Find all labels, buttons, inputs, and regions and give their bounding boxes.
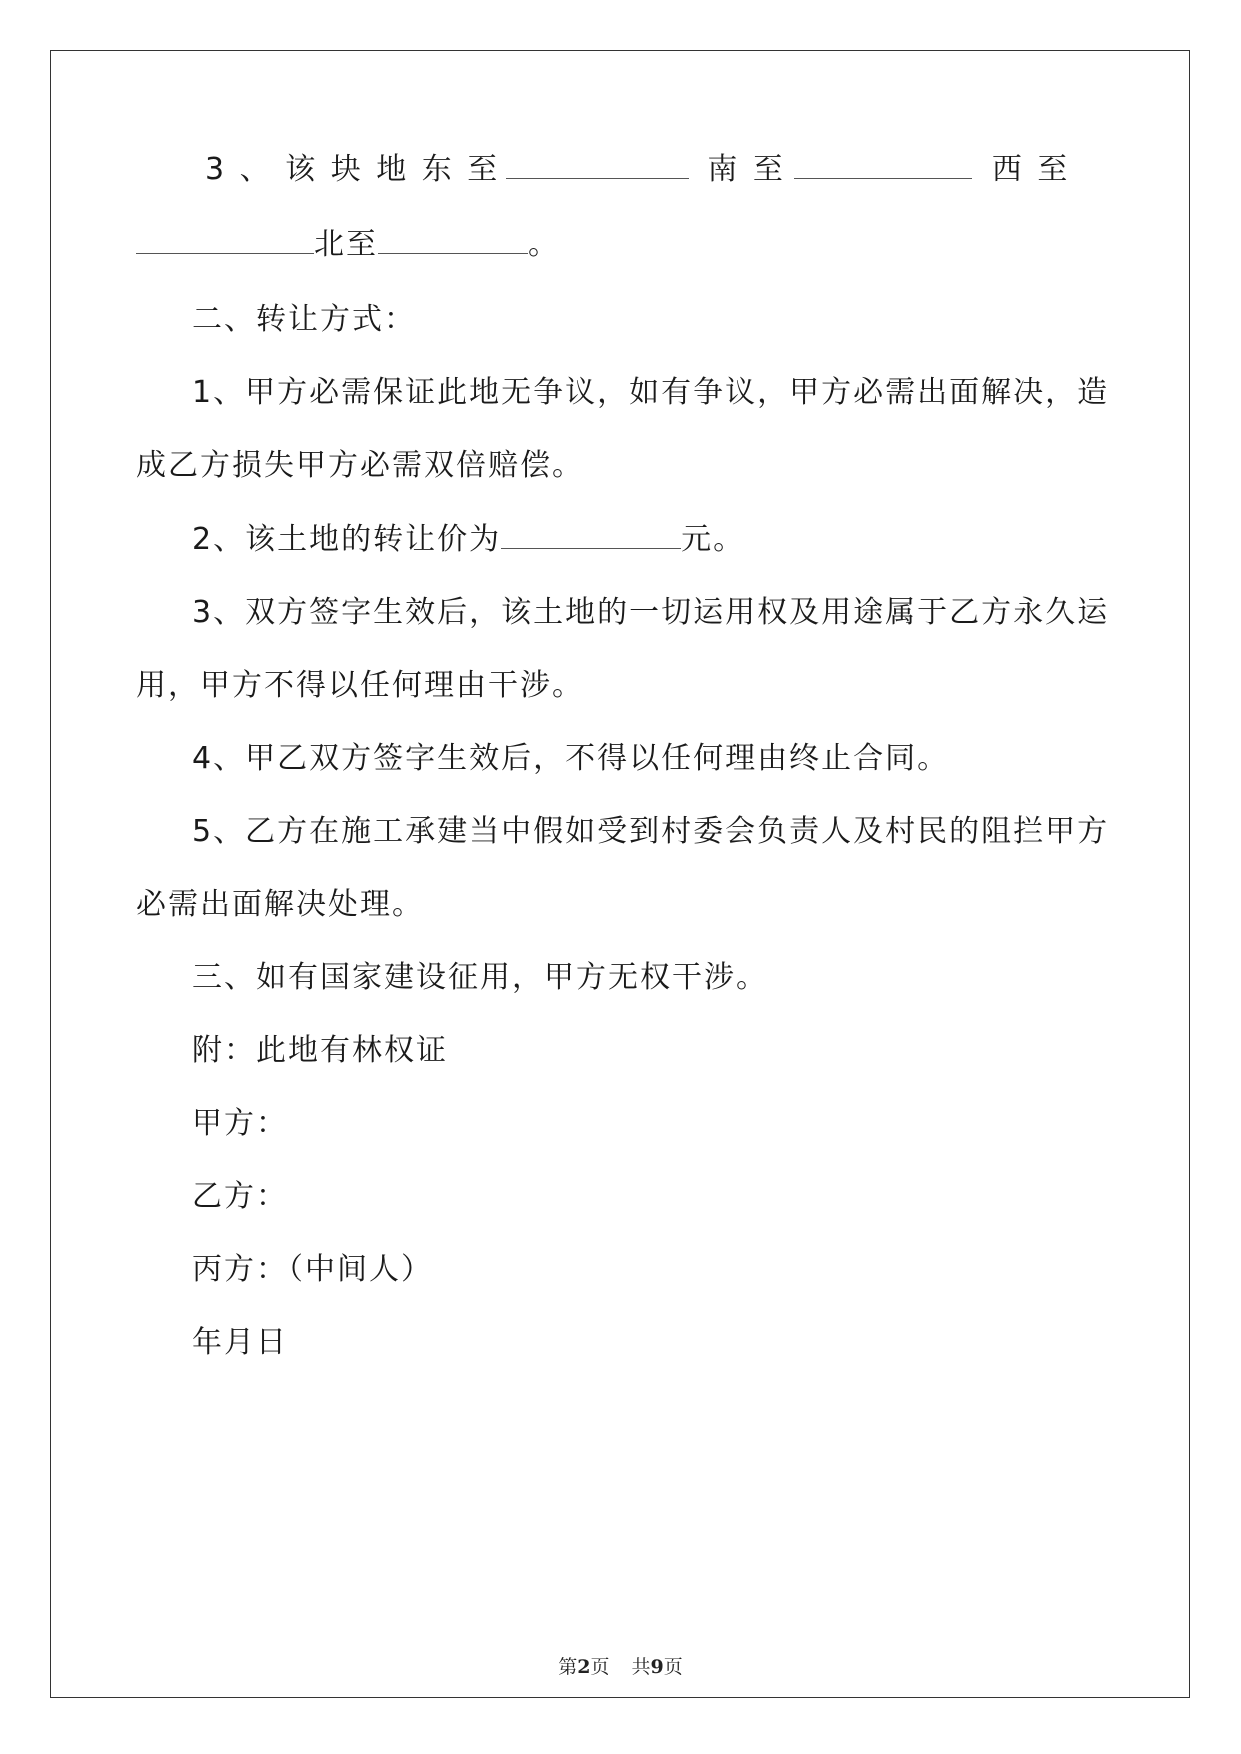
clause4: 4、甲乙双方签字生效后，不得以任何理由终止合同。 (192, 741, 950, 776)
total-label-prefix: 共 (631, 1656, 651, 1678)
party-b-signature: 乙方： (192, 1179, 288, 1214)
party-c-signature: 丙方：（中间人） (192, 1252, 433, 1287)
total-pages: 9 (650, 1656, 664, 1678)
clause1-line1: 1、甲方必需保证此地无争议，如有争议，甲方必需出面解决，造 (192, 375, 1110, 410)
page-border (50, 50, 1190, 1698)
clause3-line2: 用，甲方不得以任何理由干涉。 (136, 668, 584, 703)
price-blank[interactable] (501, 520, 681, 549)
item3-line1 (205, 150, 1070, 190)
clause2-suffix: 元。 (681, 522, 746, 557)
east-boundary-blank[interactable] (506, 150, 689, 179)
date-line: 年月日 (192, 1325, 288, 1360)
north-label: 北至 (314, 227, 378, 262)
page-label-suffix: 页 (590, 1656, 610, 1678)
west-label: 西 至 (991, 152, 1071, 187)
page-number: 2 (577, 1656, 591, 1678)
clause1-line2: 成乙方损失甲方必需双倍赔偿。 (136, 448, 584, 483)
clause2-line (192, 520, 745, 560)
appendix: 附：此地有林权证 (192, 1033, 448, 1068)
clause2-prefix: 2、该土地的转让价为 (192, 522, 502, 557)
item3-prefix: 3 、 该 块 地 东 至 (205, 152, 501, 187)
south-boundary-blank[interactable] (794, 150, 972, 179)
west-boundary-blank[interactable] (136, 225, 314, 254)
section3: 三、如有国家建设征用，甲方无权干涉。 (192, 960, 768, 995)
clause5-line1: 5、乙方在施工承建当中假如受到村委会负责人及村民的阻拦甲方 (192, 814, 1110, 849)
total-label-suffix: 页 (663, 1656, 683, 1678)
page-label-prefix: 第 (558, 1656, 578, 1678)
party-a-signature: 甲方： (192, 1106, 288, 1141)
item3-end: 。 (528, 227, 560, 262)
north-boundary-blank[interactable] (378, 225, 528, 254)
south-label: 南 至 (707, 152, 786, 187)
page-footer (0, 1652, 1241, 1679)
item3-line2 (136, 225, 560, 265)
clause3-line1: 3、双方签字生效后，该土地的一切运用权及用途属于乙方永久运 (192, 595, 1110, 630)
clause5-line2: 必需出面解决处理。 (136, 887, 424, 922)
section2-heading: 二、转让方式： (192, 302, 416, 337)
